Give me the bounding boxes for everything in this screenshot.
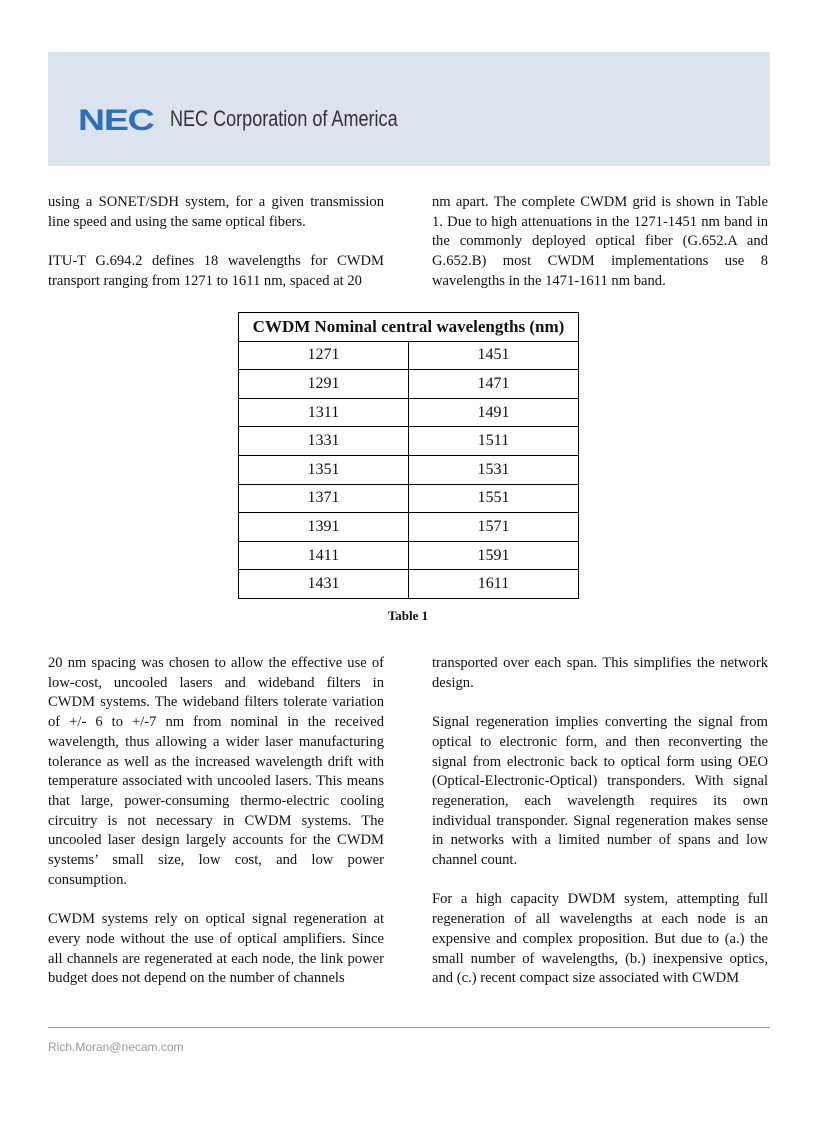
table-cell: 1291 [239,370,409,399]
paragraph: CWDM systems rely on optical signal regeneration at every node without the use of optical amplifiers. Since all channels are regenerated at each node, the link power budget does not depend on the number of channels [48,911,384,987]
table-cell: 1531 [408,455,578,484]
paragraph: using a SONET/SDH system, for a given transmission line speed and using the same optical fibers. [48,194,384,230]
table-caption: Table 1 [387,608,429,623]
table-row [239,455,579,484]
cwdm-wavelength-table [238,312,579,599]
paragraph: 20 nm spacing was chosen to allow the effective use of low-cost, uncooled lasers and wideband filters in CWDM systems. The wideband filters tolerate variation of +/- 6 to +/-7 nm from nominal in the received wavelength, thus allowing a wider laser manufacturing tolerance as well as the increased wavelength drift with temperature associated with uncooled lasers. This means that large, power-consuming thermo-electric cooling circuitry is not necessary in CWDM systems. The uncooled laser design largely accounts for the CWDM systems’ small size, low cost, and low power consumption. [48,655,384,888]
table-title: CWDM Nominal central wavelengths (nm) [239,313,579,342]
table-row [239,341,579,370]
paragraph: nm apart. The complete CWDM grid is shown in Table 1. Due to high attenuations in the 1271-1451 nm band in the commonly deployed optical fiber (G.652.A and G.652.B) most CWDM implementations use 8 wavelengths in the 1471-1611 nm band. [432,194,768,289]
table-cell: 1451 [408,341,578,370]
table-row [239,370,579,399]
table-cell: 1331 [239,427,409,456]
footer-divider [48,1027,770,1028]
footer-email: Rich.Moran@necam.com [48,1040,184,1054]
table-cell: 1311 [239,398,409,427]
header-banner [48,52,770,166]
bottom-right-column [432,654,768,1009]
table-cell: 1371 [239,484,409,513]
bottom-left-column [48,654,384,1009]
paragraph: transported over each span. This simplifies the network design. [432,655,768,691]
paragraph: ITU-T G.694.2 defines 18 wavelengths for CWDM transport ranging from 1271 to 1611 nm, spaced at 20 [48,253,384,289]
table-row [239,398,579,427]
table-cell: 1551 [408,484,578,513]
company-name: NEC Corporation of America [170,106,398,131]
table-row [239,484,579,513]
table-cell: 1391 [239,513,409,542]
table-cell: 1491 [408,398,578,427]
table-cell: 1471 [408,370,578,399]
paragraph: For a high capacity DWDM system, attempting full regeneration of all wavelengths at each node is an expensive and complex proposition. But due to (a.) the small number of wavelengths, (b.) inexpensive optics, and (c.) recent compact size associated with CWDM [432,891,768,987]
top-left-column [48,193,384,311]
table-cell: 1571 [408,513,578,542]
table-cell: 1351 [239,455,409,484]
paragraph: Signal regeneration implies converting the signal from optical to electronic form, and then reconverting the signal from electronic back to optical form using OEO (Optical-Electronic-Optical) transponders. With signal regeneration, each wavelength requires its own individual transponder. Signal regeneration makes sense in networks with a limited number of spans and low channel count. [432,714,768,869]
table-cell: 1271 [239,341,409,370]
table-row [239,570,579,599]
table-cell: 1511 [408,427,578,456]
table-row [239,513,579,542]
table-cell: 1591 [408,541,578,570]
table-cell: 1411 [239,541,409,570]
table-cell: 1611 [408,570,578,599]
table-cell: 1431 [239,570,409,599]
nec-logo: NEC [78,104,154,137]
table-row [239,427,579,456]
table-row [239,541,579,570]
top-right-column [432,193,768,311]
